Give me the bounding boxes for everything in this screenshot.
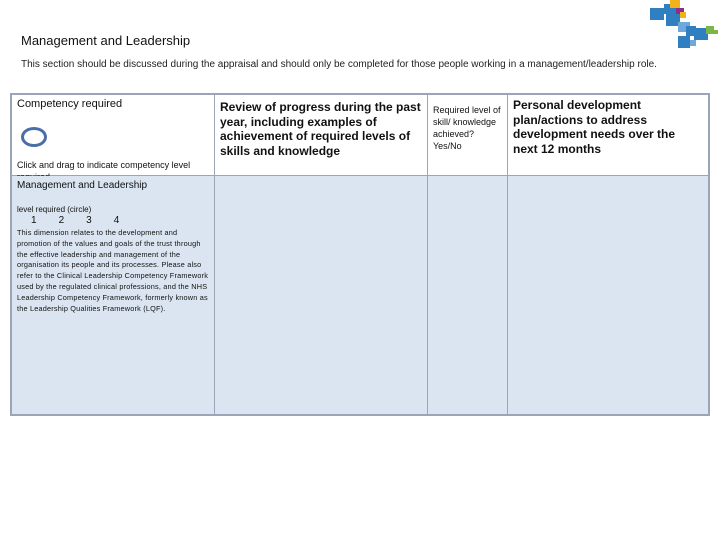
header-competency — [12, 95, 215, 176]
level-option-2[interactable]: 2 — [58, 215, 65, 226]
header-competency-label: Competency required — [17, 98, 123, 110]
row-description: This dimension relates to the development and promotion of the values and goals of the trust through the effective leadership and management of the organisation its people and its processes. Please also refer to the Clinical Leadership Competency Framework used by the regulated clinical professions, and the NHS Leadership Competency Framework, formerly known as the Leadership Qualities Framework (LQF). — [17, 228, 209, 313]
circle-icon[interactable] — [21, 127, 47, 147]
header-development — [508, 95, 708, 176]
row-title: Management and Leadership — [17, 180, 148, 191]
required-level-input-cell[interactable] — [428, 176, 508, 414]
drag-hint: Click and drag to indicate competency level — [17, 160, 191, 170]
level-required-label: level required (circle) — [17, 205, 92, 214]
header-review-label: Review of progress during the past year, including examples of achievement of required levels of skills and knowledge — [220, 100, 421, 158]
header-required-level — [428, 95, 508, 176]
row-competency — [12, 176, 215, 414]
review-input-cell[interactable] — [215, 176, 428, 414]
header-required-level-label: Required level of skill/ knowledge achieved? Yes/No — [433, 105, 501, 151]
page-title: Management and Leadership — [21, 33, 191, 48]
level-option-4[interactable]: 4 — [113, 215, 120, 226]
level-option-1[interactable]: 1 — [31, 215, 37, 226]
level-option-3[interactable]: 3 — [86, 215, 92, 226]
level-options — [31, 215, 209, 227]
header-development-label: Personal development plan/actions to address development needs over the next 12 months — [513, 98, 676, 156]
intro-text: This section should be discussed during the appraisal and should only be completed for those people working in a management/leadership role. — [21, 59, 657, 70]
organisation-logo-icon — [644, 0, 720, 52]
competency-table — [10, 93, 710, 416]
development-input-cell[interactable] — [508, 176, 708, 414]
header-review — [215, 95, 428, 176]
